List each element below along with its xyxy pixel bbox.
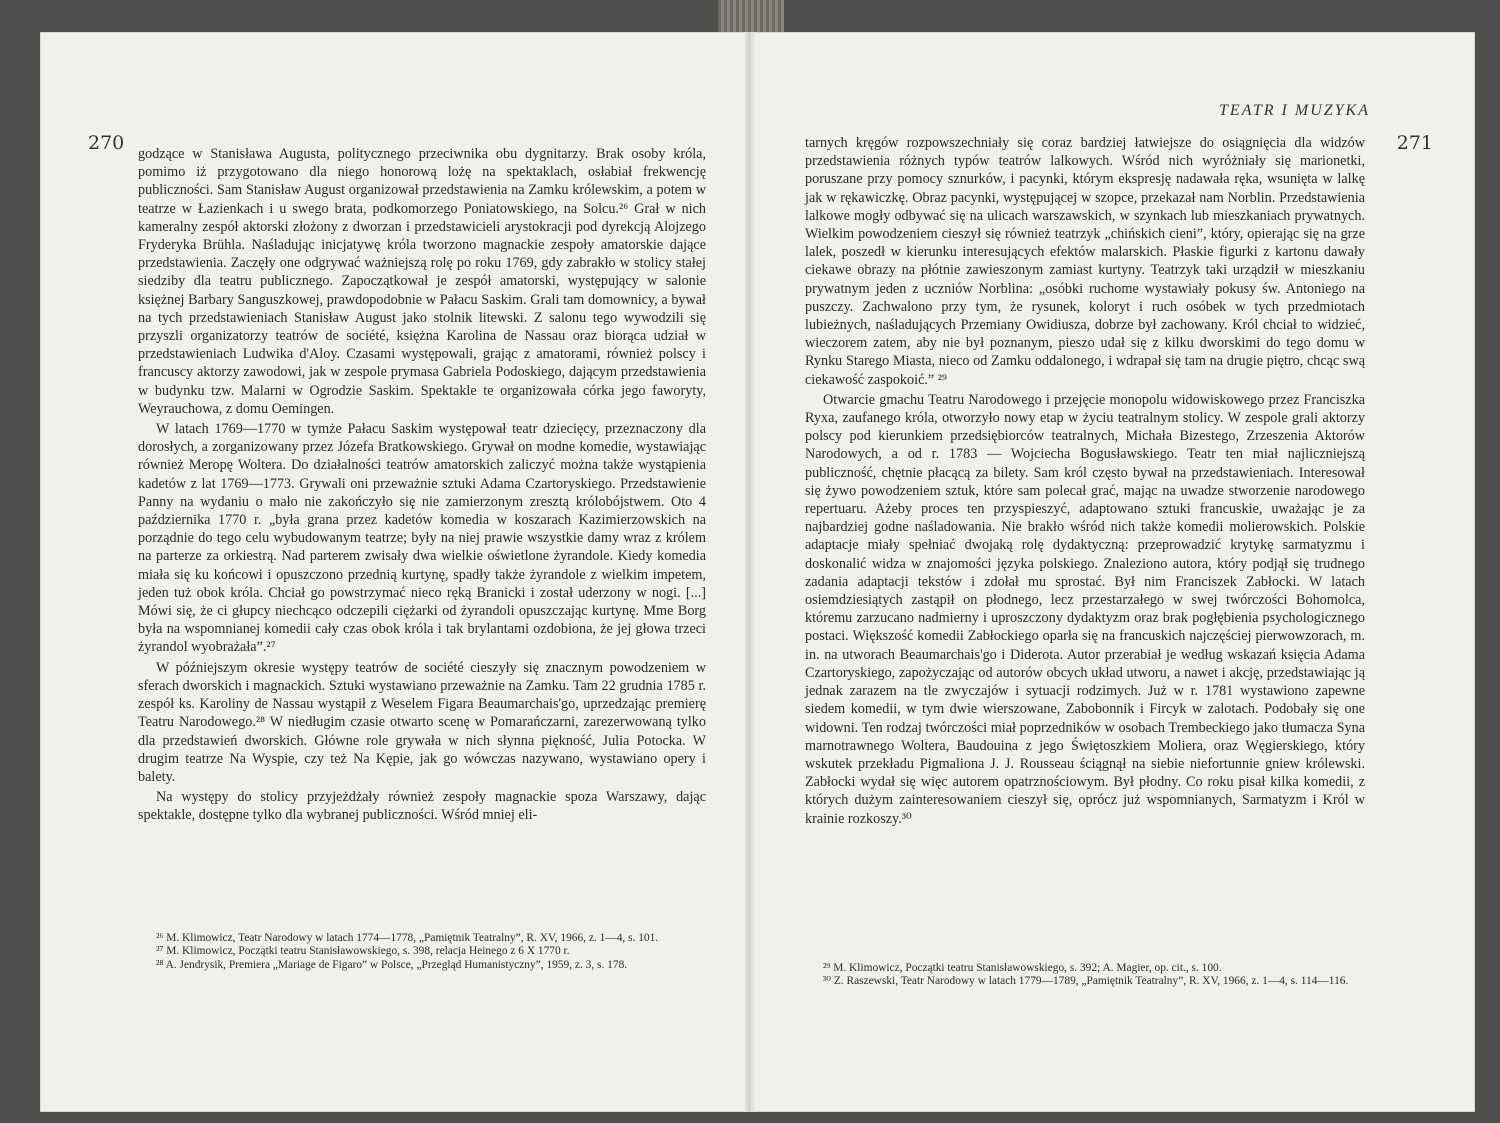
right-page [755, 32, 1475, 1112]
paragraph: tarnych kręgów rozpowszechniały się coraz bardziej łatwiejsze do osiągnięcia dla widzów przedstawienia różnych typów teatrów lalkowych. Wśród nich wyróżniały się marionetki, poruszane przy pomocy sznurków, i pacynki, którym ekspresję nadawała ręka, wsunięta w lalkę jak w rękawiczkę. Obraz pacynki, występującej w szopce, przekazał nam Norblin. Przedstawienia lalkowe mogły odbywać się na ulicach warszawskich, w szynkach lub mieszkaniach prywatnych. Wielkim powodzeniem cieszył się również teatrzyk „chińskich cieni”, który, opierając się na grze lalek, poszedł w kierunku interesujących efektów malarskich. Płaskie figurki z kartonu dawały ciekawe obrazy na płótnie zawieszonym zamiast kurtyny. Teatrzyk taki urządził w mieszkaniu prywatnym jeden z uczniów Norblina: „osóbki ruchome wystawiały pokusy św. Antoniego na puszczy. Zachwalono przy tym, że rysunek, koloryt i ruch osóbek w tych przedmiotach lubieżnych, naśladujących Przemiany Owidiusza, dobrze był zachowany. Król chciał to widzieć, wieczorem zatem, aby nie był poznanym, pieszo udał się z kilku dworskimi do tego domu w Rynku Starego Miasta, nieco od Zamku oddalonego, i wdrapał się tam na drugie piętro, chcąc swą ciekawość zaspokoić.” ²⁹ [805, 135, 1365, 388]
paragraph: W późniejszym okresie występy teatrów de société cieszyły się znacznym powodzeniem w sferach dworskich i magnackich. Sztuki wystawiano przeważnie na Zamku. Tam 22 grudnia 1785 r. zespół ks. Karoliny de Nassau wystąpił z Weselem Figara Beaumarchais'go, uprzedzając premierę Teatru Narodowego.²⁸ W niedługim czasie otwarto scenę w Pomarańczarni, zarezerwowaną tylko dla przedstawień dworskich. Główne role grywała w nich słynna piękność, Julia Potocka. W drugim teatrze Na Wyspie, czy też Na Kępie, jak go wówczas nazywano, wystawiano opery i balety. [138, 659, 706, 785]
left-body-text [138, 145, 706, 825]
book-binding [718, 0, 784, 36]
footnote: ³⁰ Z. Raszewski, Teatr Narodowy w latach 1779—1789, „Pamiętnik Teatralny”, R. XV, 1966, z. 1—4, s. 114—116. [823, 975, 1349, 988]
footnote: ²⁶ M. Klimowicz, Teatr Narodowy w latach 1774—1778, „Pamiętnik Teatralny”, R. XV, 1966, z. 1—4, s. 101. [156, 932, 659, 944]
left-page [40, 32, 745, 1112]
right-body-text [805, 134, 1365, 828]
footnote: ²⁸ A. Jendrysik, Premiera „Mariage de Figaro” w Polsce, „Przegląd Humanistyczny”, 1959, z. 3, s. 178. [156, 958, 628, 971]
footnote: ²⁹ M. Klimowicz, Początki teatru Stanisławowskiego, s. 392; A. Magier, op. cit., s. 100. [823, 962, 1222, 974]
paragraph: godzące w Stanisława Augusta, politycznego przeciwnika obu dygnitarzy. Brak osoby króla, pomimo iż przygotowano dla niego honorową lożę na spektaklach, osłabiał frekwencję publiczności. Sam Stanisław August organizował przedstawienia na Zamku królewskim, a potem w teatrze w Łazienkach i u swego brata, podkomorzego Poniatowskiego, na Solcu.²⁶ Grał w nich kameralny zespół aktorski złożony z dworzan i przedstawicieli arystokracji pod dyrekcją Alojzego Fryderyka Brühla. Naśladując inicjatywę króla tworzono magnackie zespoły amatorskie dające przedstawienia. Zaczęły one odgrywać ważniejszą rolę po roku 1769, gdy zabrakło w stolicy stałej siedziby dla teatru publicznego. Zapoczątkował je zespół amatorski, występujący w salonie księżnej Barbary Sanguszkowej, prawdopodobnie w Pałacu Saskim. Grali tam domownicy, a bywał na tych przedstawieniach Stanisław August jako stolnik litewski. Z salonu tego wywodzili się przyszli organizatorzy teatrów de société, księżna Karolina de Nassau oraz biorąca udział w przedstawieniach Ludwika d'Aloy. Czasami występowali, grając z amatorami, również polscy i francuscy aktorzy zawodowi, jak w zespole prymasa Gabriela Podoskiego, dającym przedstawienia w budynku tzw. Malarni w Ogrodzie Saskim. Spektakle te organizowała córka jego faworyty, Weyrauchowa, z domu Oemingen. [138, 146, 706, 417]
page-number-right: 271 [1396, 132, 1433, 154]
footnote: ²⁷ M. Klimowicz, Początki teatru Stanisławowskiego, s. 398, relacja Heinego z 6 X 1770 r. [156, 945, 570, 958]
paragraph: Otwarcie gmachu Teatru Narodowego i przejęcie monopolu widowiskowego przez Franciszka Ryxa, zaufanego króla, otworzyło nowy etap w życiu teatralnym stolicy. W zespole grali aktorzy polscy pod kierunkiem przedsiębiorców teatralnych, Michała Bizestego, Zrzeszenia Aktorów Narodowych, a od r. 1783 — Wojciecha Bogusławskiego. Teatr ten miał najliczniejszą publiczność, chętnie płacącą za bilety. Sam król często bywał na przedstawieniach. Interesował się żywo powodzeniem sztuk, które sam polecał grać, mając na uwadze stworzenie narodowego repertuaru. Ażeby proces ten przyspieszyć, adaptowano sztuki francuskie, uważając je za najbardziej godne naśladowania. Nie brakło wśród nich także komedii molierowskich. Polskie adaptacje miały spełniać dwojaką rolę dydaktyczną: przeprowadzić krytykę sarmatyzmu i doskonalić widza w znajomości języka polskiego. Znaleziono autora, który podjął się trudnego zadania adaptacji tekstów i zdołał mu sprostać. Był nim Franciszek Zabłocki. W latach osiemdziesiątych zastąpił on płodnego, lecz przestarzałego w swej twórczości Bohomolca, któremu zarzucano nadmierny i uproszczony dydaktyzm oraz brak pogłębienia psychologicznego postaci. Większość komedii Zabłockiego oparła się na francuskich najczęściej pierwowzorach, m. in. na utworach Beaumarchais'go i Diderota. Autor przerabiał je według wskazań księcia Adama Czartoryskiego, zapożyczając od autorów obcych układ utworu, a nawet i akcję, przedstawiając ją jednak zarazem na tle zwyczajów i sytuacji rodzimych. Już w r. 1781 wystawiono zapewne siedem komedii, w tym dwie wierszowane, Zabobonnik i Fircyk w zalotach. Podobały się one widowni. Ten rodzaj twórczości miał poprzedników w osobach Trembeckiego jako tłumacza Syna marnotrawnego Woltera, Baudouina z jego Świętoszkiem Moliera, oraz Węgierskiego, który wskutek przekładu Pigmaliona J. J. Rousseau ściągnął na siebie niefortunnie gniew królewski. Zabłocki wydał się więc autorem opatrznościowym. Był płodny. Co roku pisał kilka komedii, z których dużym zainteresowaniem cieszył się, oprócz już wspomnianych, Sarmatyzm i Król w krainie rozkoszy.³⁰ [805, 391, 1365, 827]
right-footnotes [805, 962, 1365, 989]
page-number-left: 270 [88, 132, 125, 154]
paragraph: W latach 1769—1770 w tymże Pałacu Saskim występował teatr dziecięcy, przeznaczony dla dorosłych, a zorganizowany przez Józefa Bratkowskiego. Grywał on modne komedie, wystawiając również Meropę Woltera. Do działalności teatrów amatorskich zaliczyć można także wystąpienia kadetów z lat 1769—1773. Grywali oni przeważnie sztuki Adama Czartoryskiego. Przedstawienie Panny na wydaniu o mało nie zakończyło się nie zamierzonym zresztą królobójstwem. Oto 4 października 1770 r. „była grana przez kadetów komedia w koszarach Kazimierzowskich na porządnie do tego celu wybudowanym teatrze; były na niej prawie wszystkie damy wraz z królem na parterze za orkiestrą. Nad parterem zwisały dwa wielkie oświetlone żyrandole. Kiedy komedia miała się ku końcowi i opuszczono przednią kurtynę, spadły także żyrandole z wielkim impetem, jeden tuż obok króla. Chciał go powstrzymać nieco ręką Branicki i został uderzony w nogi. [...] Mówi się, że ci głupcy niechcąco odczepili ciężarki od żyrandoli opuszczając kurtynę. Mme Borg była na wspomnianej komedii cały czas obok króla i tak brylantami ozdobiona, że jej głowa trzeci żyrandol wyobrażała”.²⁷ [138, 421, 706, 656]
paragraph: Na występy do stolicy przyjeżdżały również zespoły magnackie spoza Warszawy, dając spektakle, dostępne tylko dla wybranej publiczności. Wśród mniej eli- [138, 789, 706, 824]
left-footnotes [138, 932, 706, 972]
book-gutter [745, 32, 755, 1112]
running-head: TEATR I MUZYKA [1219, 102, 1370, 119]
